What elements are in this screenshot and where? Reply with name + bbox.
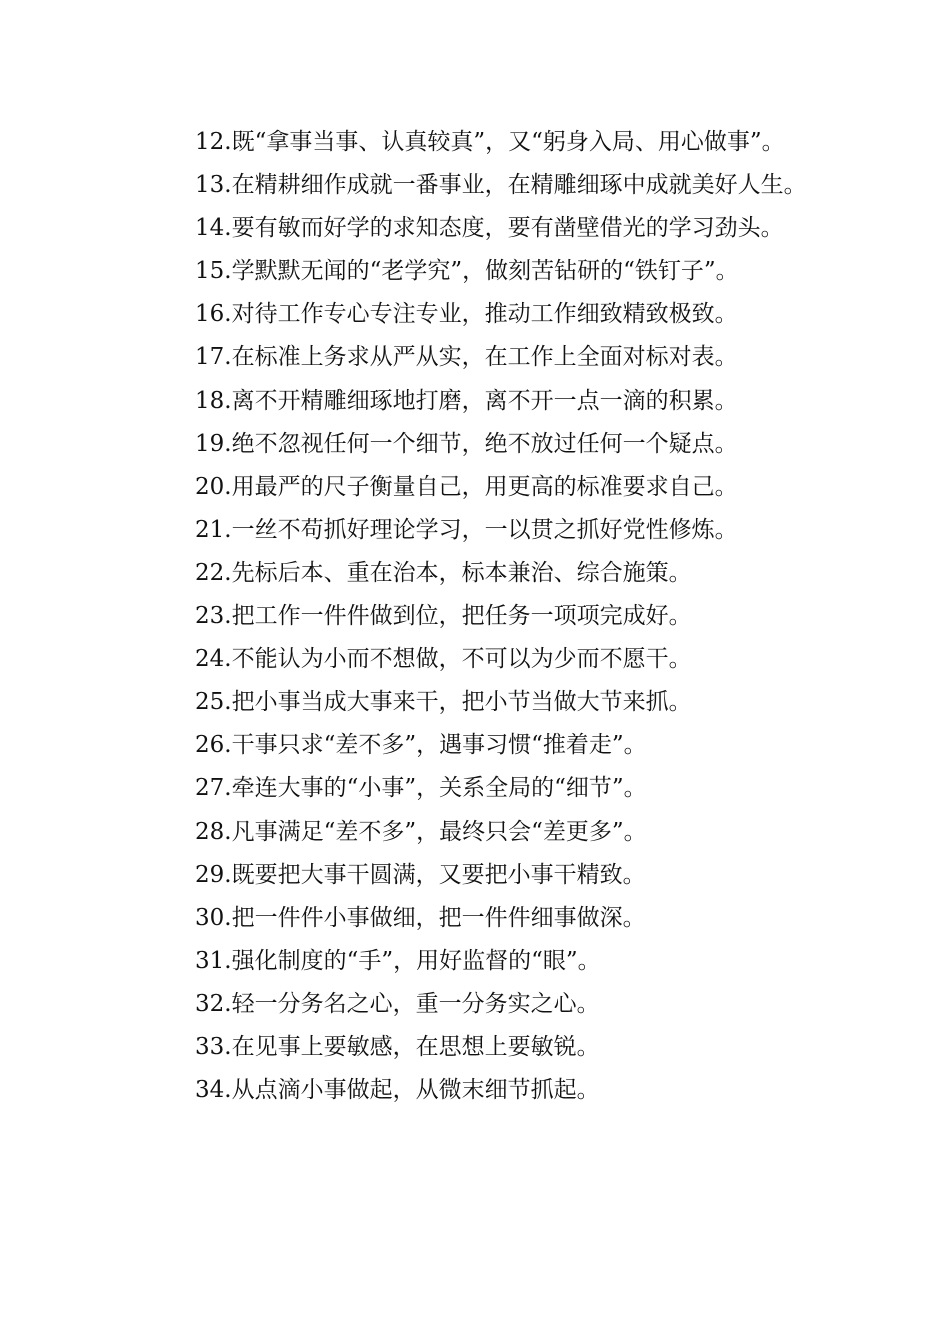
item-text: 在精耕细作成就一番事业，在精雕细琢中成就美好人生。 (231, 172, 807, 199)
item-number: 19. (195, 430, 232, 457)
item-text: 先标后本、重在治本，标本兼治、综合施策。 (231, 559, 692, 586)
item-number: 29. (195, 861, 232, 888)
list-item (143, 767, 823, 810)
item-text: 轻一分务名之心，重一分务实之心。 (231, 990, 600, 1017)
item-number: 22. (195, 559, 232, 586)
list-item (143, 681, 823, 724)
item-text: 把一件件小事做细，把一件件细事做深。 (231, 904, 646, 931)
item-number: 28. (195, 818, 232, 845)
list-item (143, 250, 823, 293)
item-text: 对待工作专心专注专业，推动工作细致精致极致。 (231, 301, 738, 328)
item-number: 23. (195, 603, 232, 630)
list-item (143, 293, 823, 336)
item-text: 牵连大事的“小事”，关系全局的“细节”。 (231, 775, 647, 802)
item-number: 18. (195, 387, 232, 414)
item-text: 强化制度的“手”，用好监督的“眼”。 (231, 947, 601, 974)
list-item (143, 811, 823, 854)
item-number: 26. (195, 732, 232, 759)
list-item (143, 466, 823, 509)
list-item (143, 1069, 823, 1112)
item-number: 25. (195, 689, 232, 716)
item-text: 既“拿事当事、认真较真”，又“躬身入局、用心做事”。 (231, 129, 785, 155)
item-number: 33. (195, 1033, 232, 1060)
item-number: 21. (195, 516, 232, 543)
item-text: 学默默无闻的“老学究”，做刻苦钻研的“铁钉子”。 (231, 258, 739, 285)
item-number: 30. (195, 904, 232, 931)
item-number: 20. (195, 473, 232, 500)
item-text: 离不开精雕细琢地打磨，离不开一点一滴的积累。 (231, 387, 738, 414)
item-text: 要有敏而好学的求知态度，要有凿壁借光的学习劲头。 (231, 215, 784, 242)
document-body (143, 121, 823, 1112)
list-item (143, 423, 823, 466)
item-number: 14. (195, 215, 232, 242)
item-text: 绝不忽视任何一个细节，绝不放过任何一个疑点。 (231, 430, 738, 457)
item-number: 32. (195, 990, 232, 1017)
list-item (143, 336, 823, 379)
list-item (143, 854, 823, 897)
item-text: 把小事当成大事来干，把小节当做大节来抓。 (231, 689, 692, 716)
item-text: 干事只求“差不多”，遇事习惯“推着走”。 (231, 732, 647, 759)
list-item (143, 595, 823, 638)
item-text: 在见事上要敏感，在思想上要敏锐。 (231, 1033, 600, 1060)
list-item (143, 552, 823, 595)
list-item (143, 897, 823, 940)
list-item (143, 121, 823, 164)
item-number: 24. (195, 646, 232, 673)
item-number: 16. (195, 301, 232, 328)
list-item (143, 638, 823, 681)
list-item (143, 380, 823, 423)
item-number: 13. (195, 172, 232, 199)
list-item (143, 983, 823, 1026)
item-number: 17. (195, 344, 232, 371)
item-text: 在标准上务求从严从实，在工作上全面对标对表。 (231, 344, 738, 371)
item-text: 从点滴小事做起，从微末细节抓起。 (231, 1077, 600, 1104)
list-item (143, 207, 823, 250)
item-text: 不能认为小而不想做，不可以为少而不愿干。 (231, 646, 692, 673)
item-number: 12. (195, 129, 232, 155)
item-text: 既要把大事干圆满，又要把小事干精致。 (231, 861, 646, 888)
list-item (143, 164, 823, 207)
item-text: 把工作一件件做到位，把任务一项项完成好。 (231, 603, 692, 630)
item-number: 27. (195, 775, 232, 802)
list-item (143, 1026, 823, 1069)
list-item (143, 724, 823, 767)
list-item (143, 509, 823, 552)
item-number: 31. (195, 947, 232, 974)
item-text: 用最严的尺子衡量自己，用更高的标准要求自己。 (231, 473, 738, 500)
item-text: 一丝不苟抓好理论学习，一以贯之抓好党性修炼。 (231, 516, 738, 543)
item-text: 凡事满足“差不多”，最终只会“差更多”。 (231, 818, 647, 845)
list-item (143, 940, 823, 983)
item-number: 15. (195, 258, 232, 285)
item-number: 34. (195, 1077, 232, 1104)
